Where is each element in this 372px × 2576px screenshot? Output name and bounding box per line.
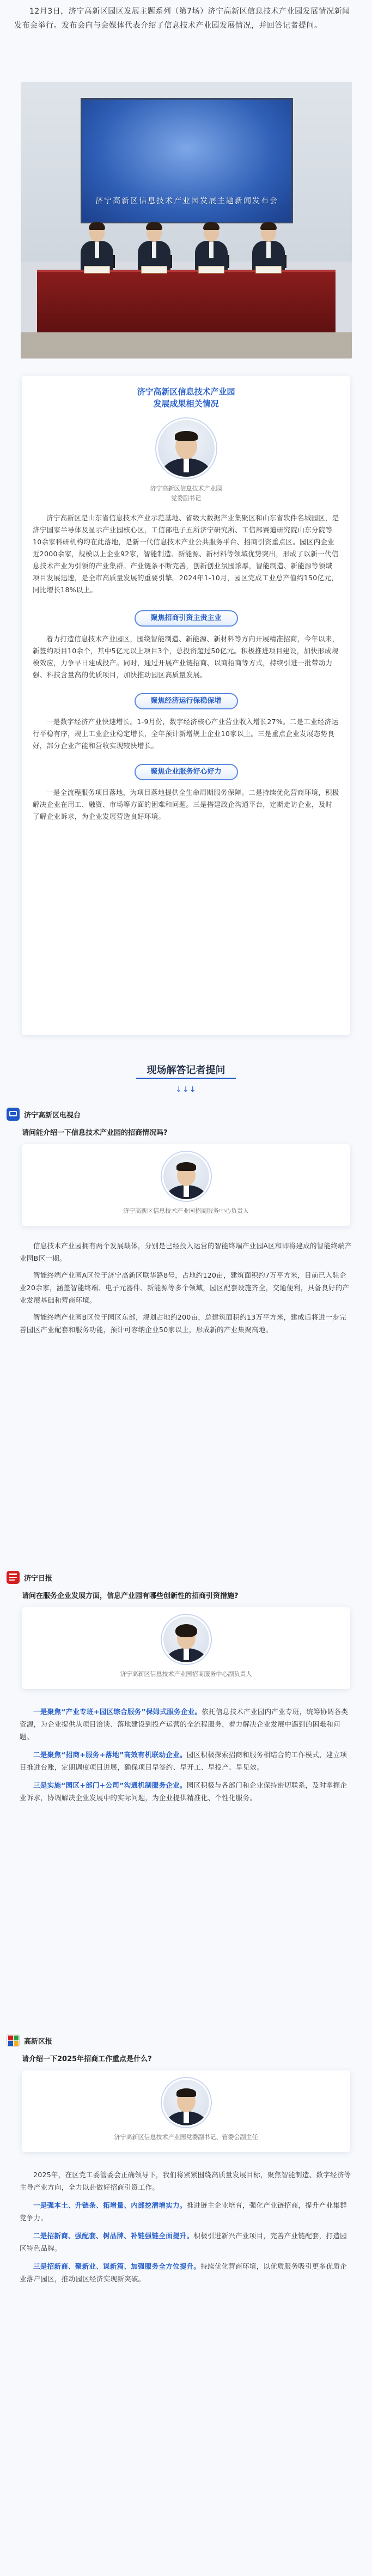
pill-paragraph: 一是数字经济产业快速增长。1-9月份，数字经济核心产业营业收入增长27%。二是工业经济运行平稳有序，规上工业企业稳定增长，全年预计新增规上企业10家以上。三是重点企业发展态势良好，部分企业产能和营收实现较快增长。 (33, 718, 339, 750)
section-divider (136, 1078, 236, 1079)
official-caption: 济宁高新区信息技术产业园党委副书记、管委会副主任 (114, 2134, 258, 2141)
answer-paragraph: 三是招新商、聚新业、谋新篇、加强服务全方位提升。持续优化营商环境，以优质服务吸引更多优质企业落户园区，推动园区经济实现新突破。 (20, 2262, 347, 2283)
answer-paragraph: 三是实施“园区+部门+公司”沟通机制服务企业。园区积极与各部门和企业保持密切联系，及时掌握企业诉求，协调解决企业发展中的实际问题，为企业提供精准化、个性化服务。 (20, 1781, 347, 1802)
answerer-card (22, 1607, 350, 1689)
official-caption: 济宁高新区信息技术产业园招商服务中心副负责人 (120, 1670, 252, 1678)
media-name: 济宁高新区电视台 (24, 1111, 81, 1120)
answer-block (0, 2168, 372, 2285)
down-arrows-icon: ↓↓↓ (175, 1085, 197, 1094)
question-text: 请介绍一下2025年招商工作重点是什么? (22, 2055, 152, 2063)
media-badge (7, 1106, 81, 1122)
press-conference-photo (21, 82, 352, 359)
official-avatar (162, 1152, 211, 1201)
achievement-card (22, 376, 350, 1035)
answer-block (0, 1240, 372, 1336)
newspaper-icon (7, 1571, 20, 1584)
pill-section-2 (22, 693, 350, 752)
media-name: 济宁日报 (24, 1574, 53, 1583)
question-text: 请问能介绍一下信息技术产业园的招商情况吗? (22, 1129, 168, 1137)
answer-paragraph: 信息技术产业园拥有两个发展载体，分别是已经投入运营的智能终端产业园A区和即将建成的智能终端产业园B区一期。 (20, 1242, 352, 1262)
pill-section-1 (22, 610, 350, 681)
answerer-card (22, 1144, 350, 1226)
official-caption: 济宁高新区信息技术产业园招商服务中心负责人 (123, 1207, 249, 1214)
answer-paragraph: 智能终端产业园B区位于园区东部，规划占地约200亩，总建筑面积约13万平方米，建成后将进一步完善园区产业配套和服务功能，预计可容纳企业50家以上，形成新的产业集聚高地。 (20, 1313, 346, 1334)
official-avatar (162, 1615, 211, 1664)
stage-screen (81, 98, 293, 223)
lead-paragraph: 12月3日，济宁高新区园区发展主题系列（第7场）济宁高新区信息技术产业园发展情况新闻发布会举行。发布会向与会媒体代表介绍了信息技术产业园发展情况，并回答记者提问。 (14, 7, 350, 30)
answerer-card (22, 2070, 350, 2152)
tv-station-icon (7, 1108, 20, 1121)
pill-title: 聚焦招商引资主责主业 (135, 610, 238, 627)
card-header: 济宁高新区信息技术产业园 发展成果相关情况 (137, 387, 235, 409)
district-paper-icon (7, 2034, 20, 2047)
answer-paragraph: 一是强本土、升链条、拓增量、内部挖潜增实力。推进链主企业培育，强化产业链招商，提升产业集群竞争力。 (20, 2201, 347, 2222)
pill-title: 聚焦企业服务好心好力 (135, 764, 238, 780)
answer-paragraph: 智能终端产业园A区位于济宁高新区联华路8号，占地约120亩，建筑面积约7万平方米，目前已入驻企业20余家，涵盖智能终端、电子元器件、新能源等多个领域，园区配套设施齐全，交通便利，具备良好的产业发展基础和营商环境。 (20, 1271, 350, 1304)
answer-paragraph: 一是聚焦“产业专班+园区综合服务”保姆式服务企业。依托信息技术产业园内产业专班，统筹协调各类资源，为企业提供从项目洽谈、落地建设到投产运营的全流程服务，着力解决企业发展中遇到的困难和问题。 (20, 1708, 349, 1741)
pill-paragraph: 着力打造信息技术产业园区，围绕智能制造、新能源、新材料等方向开展精准招商，今年以来，新签约项目10余个，其中5亿元以上项目3个，总投资超过50亿元。积极推进项目建设，加快形成规模效应，力争早日建成投产。同时，通过开展产业链招商、以商招商等方式，持续引进一批带动力强、科技含量高的优质项目，加快推动园区高质量发展。 (33, 635, 339, 679)
overview-paragraph: 济宁高新区是山东省信息技术产业示范基地、省级大数据产业集聚区和山东省软件名城园区，是济宁国家半导体及显示产业园核心区，工信部电子五所济宁研究所、工信部赛迪研究院山东分院等10余家科研机构均在此落地，是新一代信息技术产业公共服务平台、招商引资重点区。园区内企业近2000余家，规模以上企业92家，智能制造、新能源、新材料等领域优势突出，形成了以新一代信息技术产业为引领的产业集群。产业链条不断完善，创新创业氛围浓厚，智能制造、新能源等领域项目发展迅速，是全市高质量发展的重要引擎。2024年1-10月，园区完成工业总产值约150亿元，同比增长18%以上。 (33, 514, 339, 594)
media-name: 高新区报 (24, 2037, 53, 2046)
pill-section-3 (22, 764, 350, 823)
question-text: 请问在服务企业发展方面，信息产业园有哪些创新性的招商引资措施? (22, 1592, 239, 1600)
stage-screen-text: 济宁高新区信息技术产业园发展主题新闻发布会 (95, 197, 278, 205)
media-badge (7, 1569, 52, 1585)
pill-title: 聚焦经济运行保稳保增 (135, 693, 238, 709)
answer-paragraph: 二是招新商、强配套、树品牌、补链强链全面提升。积极引进新兴产业项目，完善产业链配套，打造园区特色品牌。 (20, 2232, 347, 2252)
answer-block (0, 1705, 372, 1804)
official-avatar (156, 418, 216, 478)
official-avatar (162, 2078, 211, 2127)
conference-table (37, 270, 336, 335)
answer-paragraph: 2025年，在区党工委管委会正确领导下，我们将紧紧围绕高质量发展目标，聚焦智能制造、数字经济等主导产业方向，全力以赴做好招商引资工作。 (20, 2171, 351, 2191)
section-title: 现场解答记者提问 (147, 1065, 225, 1076)
official-caption: 济宁高新区信息技术产业园 党委副书记 (150, 485, 222, 502)
media-badge (7, 2032, 52, 2049)
answer-paragraph: 二是聚焦“招商+服务+落地”高效有机联动企业。园区积极探索招商和服务相结合的工作模式，建立项目推进台账，定期调度项目进展，确保项目早签约、早开工、早投产、早见效。 (20, 1751, 347, 1771)
pill-paragraph: 一是全流程服务项目落地，为项目落地提供全生命周期服务保障。二是持续优化营商环境，积极解决企业在用工、融资、市场等方面的困难和问题。三是搭建政企沟通平台，定期走访企业，及时了解企业诉求，为企业发展营造良好环境。 (33, 788, 339, 821)
